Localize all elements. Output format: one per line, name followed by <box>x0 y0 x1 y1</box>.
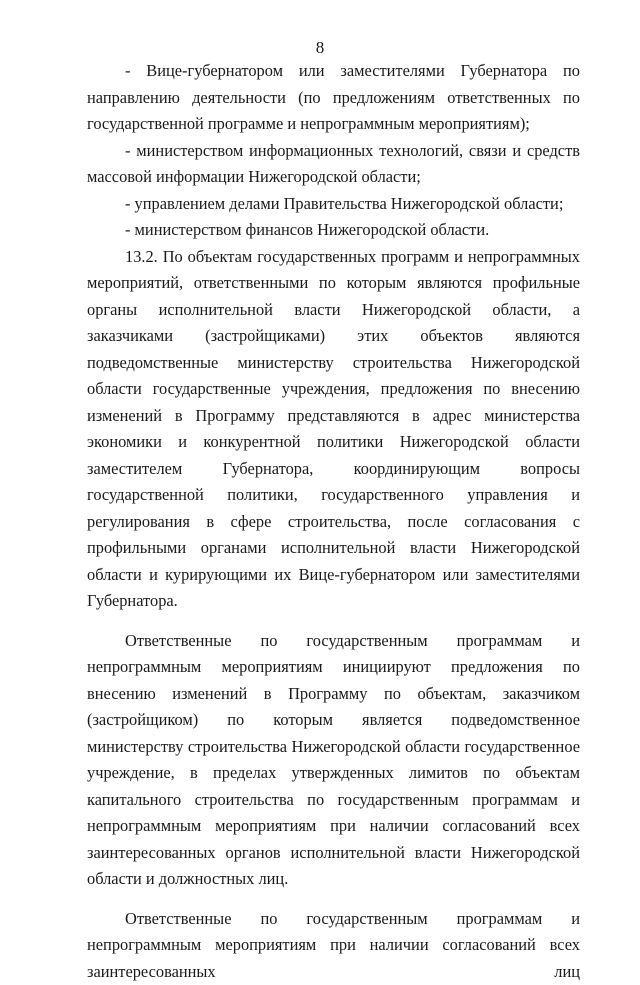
paragraph-vice-governor: - Вице-губернатором или заместителями Губернатора по направлению деятельности (по предложениям ответственных по государственной программе и непрограммным мероприятиям); <box>87 58 580 138</box>
paragraph-responsible-approvals: Ответственные по государственным программам и непрограммным мероприятиям при наличии согласований всех заинтересованных лиц <box>87 906 580 985</box>
paragraph-ministry-it: - министерством информационных технологий, связи и средств массовой информации Нижегородской области; <box>87 138 580 191</box>
page-number: 8 <box>0 38 640 58</box>
document-body <box>87 58 580 985</box>
paragraph-responsible-initiate: Ответственные по государственным программам и непрограммным мероприятиям инициируют предложения по внесению изменений в Программу по объектам, заказчиком (застройщиком) по которым является подведомственное министерству строительства Нижегородской области государственное учреждение, в пределах утвержденных лимитов по объектам капитального строительства по государственным программам и непрограммным мероприятиям при наличии согласований всех заинтересованных органов исполнительной власти Нижегородской области и должностных лиц. <box>87 628 580 893</box>
paragraph-government-affairs: - управлением делами Правительства Нижегородской области; <box>87 191 580 218</box>
paragraph-13-2: 13.2. По объектам государственных программ и непрограммных мероприятий, ответственными по которым являются профильные органы исполнительной власти Нижегородской области, а заказчиками (застройщиками) этих объектов являются подведомственные министерству строительства Нижегородской области государственные учреждения, предложения по внесению изменений в Программу представляются в адрес министерства экономики и конкурентной политики Нижегородской области заместителем Губернатора, координирующим вопросы государственной политики, государственного управления и регулирования в сфере строительства, после согласования с профильными органами исполнительной власти Нижегородской области и курирующими их Вице-губернатором или заместителями Губернатора. <box>87 244 580 615</box>
paragraph-ministry-finance: - министерством финансов Нижегородской области. <box>87 217 580 244</box>
